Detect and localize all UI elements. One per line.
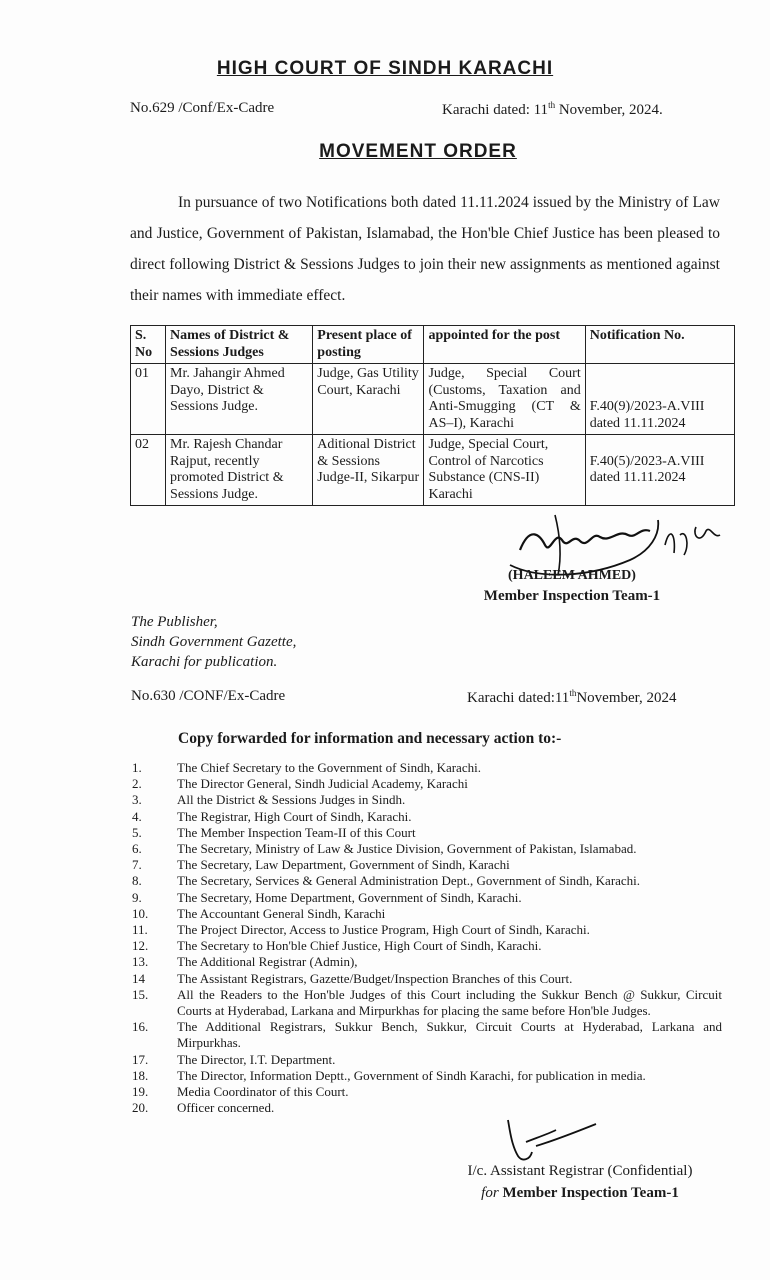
copy-date-month: November, 2024 [576,690,677,706]
copy-date-text: Karachi dated:11 [467,690,570,706]
list-item-number: 10. [132,905,149,921]
publisher-block [131,612,296,672]
list-item [132,825,722,841]
list-item-number: 16. [132,1019,149,1035]
cell-sno: 01 [131,364,166,435]
list-item-text: The Chief Secretary to the Government of Sindh, Karachi. [177,760,481,775]
cell-notification: F.40(9)/2023-A.VIII dated 11.11.2024 [585,364,734,435]
order-date-text: Karachi dated: 11 [442,102,549,118]
copy-date [467,688,677,707]
cell-name: Mr. Rajesh Chandar Rajput, recently promoted District & Sessions Judge. [166,435,313,506]
publisher-line: Sindh Government Gazette, [131,634,297,650]
list-item-text: Officer concerned. [177,1100,275,1116]
list-item [132,873,722,889]
list-item-text: The Secretary, Home Department, Government of Sindh, Karachi. [177,889,522,905]
list-item-number: 2. [132,776,142,792]
table-row [131,435,735,506]
cell-sno: 02 [131,435,166,506]
list-item [132,1068,722,1084]
list-item-number: 5. [132,824,142,840]
list-item [132,954,722,970]
order-date-suffix: th [548,100,556,110]
header-name: Names of District & Sessions Judges [166,326,313,364]
cell-post: Judge, Special Court (Customs, Taxation and Anti-Smugging (CT & AS–I), Karachi [424,364,585,435]
signatory-name: (HALEEM AHMED) [508,568,636,583]
list-item-text: The Registrar, High Court of Sindh, Karachi. [177,808,412,824]
list-item-number: 20. [132,1100,149,1116]
list-item-text: The Additional Registrars, Sukkur Bench, Sukkur, Circuit Courts at Hyderabad, Larkana and Mirpurkhas. [177,1019,722,1051]
initials-signature [496,1112,606,1167]
reference-number-2: No.630 /CONF/Ex-Cadre [131,688,286,704]
list-item-number: 9. [132,889,142,905]
list-item-text: The Director General, Sindh Judicial Academy, Karachi [177,776,468,792]
order-paragraph [130,187,720,311]
order-paragraph-text: In pursuance of two Notifications both dated 11.11.2024 issued by the Ministry of Law and Justice, Government of Pakistan, Islamabad, the Hon'ble Chief Justice has been pleased to direct following District & Sessions Judges to join their new assignments as mentioned against their names with immediate effect. [130,194,720,304]
list-item-text: The Secretary, Law Department, Government of Sindh, Karachi [177,857,510,873]
list-item [132,857,722,873]
list-item [132,987,722,1019]
list-item-number: 11. [132,922,148,938]
list-item [132,906,722,922]
list-item [132,792,722,808]
cell-post: Judge, Special Court, Control of Narcotics Substance (CNS-II) Karachi [424,435,585,506]
publisher-line: Karachi for publication. [131,654,278,670]
list-item [132,1019,722,1051]
list-item-number: 15. [132,986,149,1002]
list-item-text: The Secretary, Ministry of Law & Justice Division, Government of Pakistan, Islamabad. [177,841,637,857]
list-item [132,809,722,825]
list-item [132,776,722,792]
list-item [132,760,722,776]
list-item-text: The Secretary, Services & General Administration Dept., Government of Sindh, Karachi. [177,873,641,889]
table-row [131,364,735,435]
copy-date-suffix: th [569,688,577,698]
header-notification: Notification No. [585,326,734,364]
header-present: Present place of posting [313,326,424,364]
reference-number: No.629 /Conf/Ex-Cadre [130,100,275,116]
list-item-text: The Project Director, Access to Justice Program, High Court of Sindh, Karachi. [177,922,590,938]
cell-notification: F.40(5)/2023-A.VIII dated 11.11.2024 [585,435,734,506]
list-item-text: The Assistant Registrars, Gazette/Budget/Inspection Branches of this Court. [177,970,573,986]
order-date [442,100,663,119]
signatory-designation: Member Inspection Team-1 [483,588,661,604]
list-item [132,1100,722,1116]
list-item [132,890,722,906]
header-sno: S. No [131,326,166,364]
list-item-number: 8. [132,873,142,889]
list-item [132,1084,722,1100]
list-item-text: Media Coordinator of this Court. [177,1084,349,1100]
judges-table [130,325,735,506]
list-item-text: The Director, Information Deptt., Government of Sindh Karachi, for publication in media. [177,1067,646,1083]
list-item-number: 13. [132,954,149,970]
signatory2-team: Member Inspection Team-1 [498,1185,679,1201]
list-item-text: The Additional Registrar (Admin), [177,954,358,970]
signatory2-title: I/c. Assistant Registrar (Confidential) [467,1163,693,1179]
header-post: appointed for the post [424,326,585,364]
court-title: HIGH COURT OF SINDH KARACHI [216,58,554,79]
list-item-text: The Director, I.T. Department. [177,1051,336,1067]
list-item-number: 17. [132,1051,149,1067]
list-item-number: 4. [132,808,142,824]
list-item-number: 6. [132,841,142,857]
list-item-text: The Member Inspection Team-II of this Court [177,824,416,840]
signatory-block-1 [462,568,682,605]
copy-heading: Copy forwarded for information and necessary action to:- [178,730,562,747]
publisher-line: The Publisher, [131,614,218,630]
list-item-number: 7. [132,857,142,873]
list-item [132,922,722,938]
list-item [132,938,722,954]
list-item [132,841,722,857]
list-item-number: 18. [132,1067,149,1083]
cell-present: Aditional District & Sessions Judge-II, Sikarpur [313,435,424,506]
cell-name: Mr. Jahangir Ahmed Dayo, District & Sessions Judge. [166,364,313,435]
list-item [132,1052,722,1068]
list-item-number: 14 [132,970,145,986]
signatory2-for [456,1182,704,1204]
table-header-row [131,326,735,364]
list-item-text: All the District & Sessions Judges in Sindh. [177,792,406,808]
recipients-list [132,760,722,1116]
list-item-number: 3. [132,792,142,808]
order-title: MOVEMENT ORDER [319,141,517,162]
signatory-block-2 [456,1160,704,1204]
list-item-text: All the Readers to the Hon'ble Judges of this Court including the Sukkur Bench @ Sukkur, Circuit Courts at Hyderabad, Larkana and Mirpurkhas for placing the same before Hon'ble Judges. [177,986,722,1019]
list-item-number: 19. [132,1084,149,1100]
signatory2-for-prefix: for [481,1185,499,1201]
order-date-month: November, 2024. [555,102,663,118]
list-item-text: The Accountant General Sindh, Karachi [177,905,386,921]
list-item-number: 1. [132,760,142,775]
cell-present: Judge, Gas Utility Court, Karachi [313,364,424,435]
list-item-number: 12. [132,938,149,954]
list-item-text: The Secretary to Hon'ble Chief Justice, High Court of Sindh, Karachi. [177,938,542,954]
list-item [132,971,722,987]
